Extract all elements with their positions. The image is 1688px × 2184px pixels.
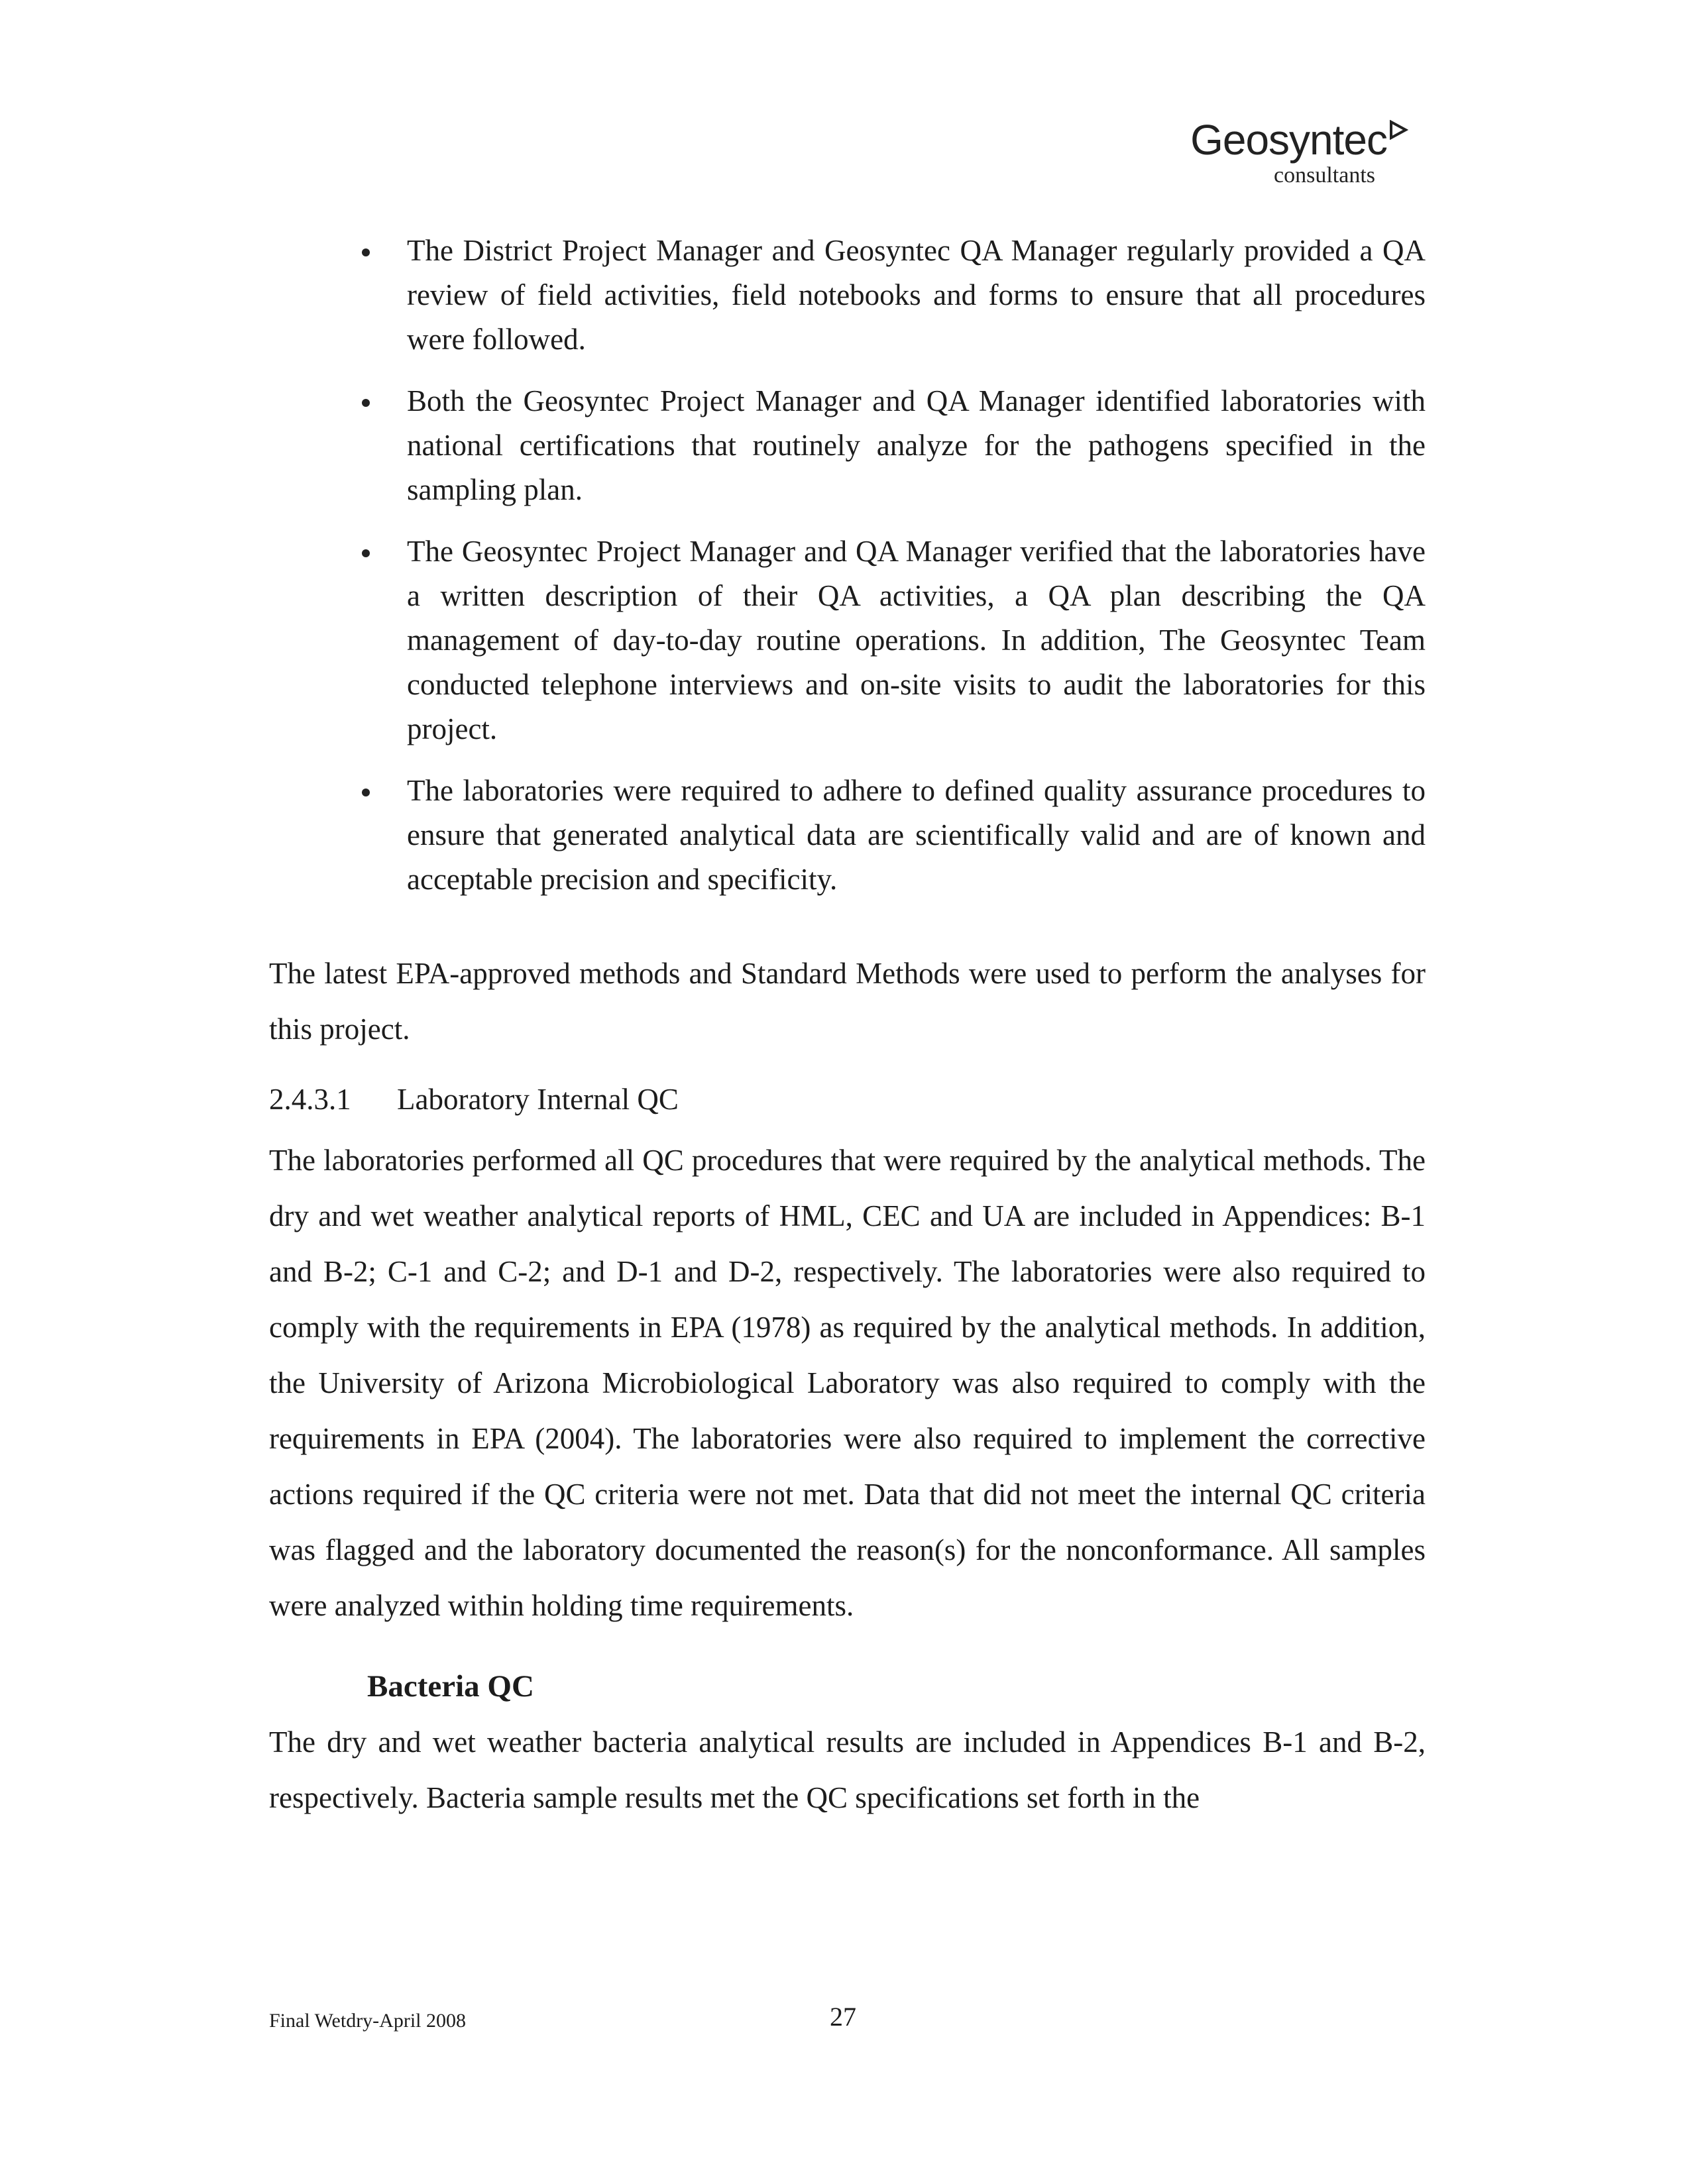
list-item-text: The District Project Manager and Geosyntec QA Manager regularly provided a QA review of field activities, field notebooks and forms to ensure that all procedures were followed. xyxy=(407,234,1426,356)
page-body xyxy=(269,229,1426,1826)
subheading: Bacteria QC xyxy=(367,1669,534,1704)
logo-name: Geosyntec xyxy=(1190,116,1387,164)
list-item xyxy=(269,379,1426,512)
bullet-icon xyxy=(362,789,370,796)
list-item xyxy=(269,229,1426,362)
bullet-icon xyxy=(362,248,370,256)
section-heading xyxy=(269,1071,1426,1127)
triangle-logo-icon xyxy=(1388,120,1408,140)
methods-paragraph: The latest EPA-approved methods and Standard Methods were used to perform the analyses for this project. xyxy=(269,957,1426,1046)
list-item xyxy=(269,529,1426,751)
list-item-text: Both the Geosyntec Project Manager and QA Manager identified laboratories with national certifications that routinely analyze for the pathogens specified in the sampling plan. xyxy=(407,384,1426,506)
bullet-icon xyxy=(362,549,370,557)
section-number: 2.4.3.1 xyxy=(269,1083,351,1116)
footer-document-label: Final Wetdry-April 2008 xyxy=(269,2010,466,2032)
list-item-text: The laboratories were required to adhere to defined quality assurance procedures to ensure that generated analytical data are scientifically valid and are of known and acceptable precision and specificity. xyxy=(407,774,1426,896)
logo-subtitle: consultants xyxy=(1274,163,1375,188)
bullet-list xyxy=(269,229,1426,902)
bullet-icon xyxy=(362,399,370,407)
list-item xyxy=(269,769,1426,902)
list-item-text: The Geosyntec Project Manager and QA Manager verified that the laboratories have a written description of their QA activities, a QA plan describing the QA management of day-to-day routine operations. In addition, The Geosyntec Team conducted telephone interviews and on-site visits to audit the laboratories for this project. xyxy=(407,535,1426,745)
company-logo xyxy=(1190,116,1408,188)
internal-qc-paragraph: The laboratories performed all QC procedures that were required by the analytical methods. The dry and wet weather analytical reports of HML, CEC and UA are included in Appendices: B-1 and B-2; C-1 and C-2; and D-1 and D-2, respectively. The laboratories were also required to comply with the requirements in EPA (1978) as required by the analytical methods. In addition, the University of Arizona Microbiological Laboratory was also required to comply with the requirements in EPA (2004). The laboratories were also required to implement the corrective actions required if the QC criteria were not met. Data that did not meet the internal QC criteria was flagged and the laboratory documented the reason(s) for the nonconformance. All samples were analyzed within holding time requirements. xyxy=(269,1144,1426,1622)
section-title: Laboratory Internal QC xyxy=(397,1083,679,1116)
bacteria-qc-paragraph: The dry and wet weather bacteria analytical results are included in Appendices B-1 and B-2, respectively. Bacteria sample results met the QC specifications set forth in the xyxy=(269,1725,1426,1814)
page-number: 27 xyxy=(830,2002,856,2032)
